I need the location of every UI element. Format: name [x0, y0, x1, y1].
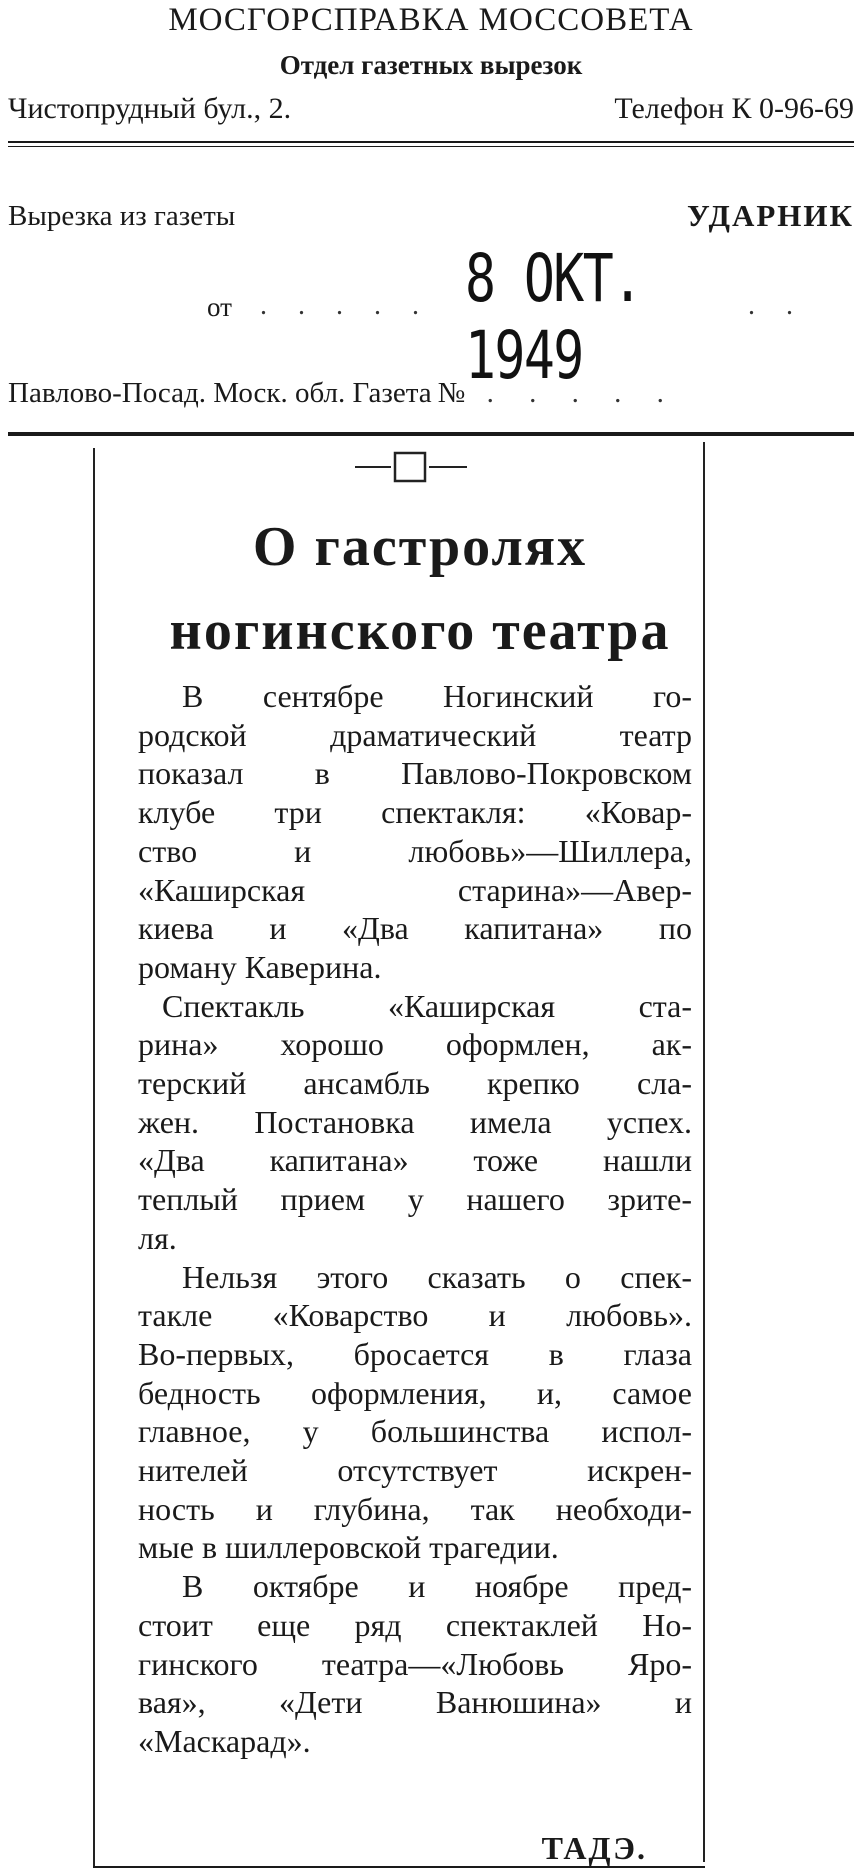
article-line: ля.	[138, 1219, 177, 1256]
section-ornament	[355, 449, 467, 485]
header-organization: МОСГОРСПРАВКА МОССОВЕТА	[168, 2, 694, 38]
newspaper-name: УДАРНИК	[687, 198, 854, 233]
clipping-label: Вырезка из газеты	[8, 200, 236, 232]
article-line: главное, у большинства испол-	[138, 1413, 692, 1450]
place-row	[8, 377, 678, 410]
header-rule	[8, 141, 854, 143]
article-line: мые в шиллеровской трагедии.	[138, 1529, 559, 1566]
article-line: «Каширская старина»—Авер-	[138, 871, 692, 908]
dotted-fill: . .	[748, 290, 805, 321]
article-line: «Маскарад».	[138, 1722, 311, 1759]
article-title-line: О гастролях	[252, 516, 588, 578]
place-rule	[8, 432, 854, 436]
article-line: гинского театра—«Любовь Яро-	[138, 1645, 692, 1682]
article-line: родской драматический театр	[138, 716, 692, 753]
article-title	[110, 505, 730, 673]
number-label: №	[437, 377, 466, 409]
article-line: терский ансамбль крепко сла-	[138, 1065, 692, 1101]
article-line: такле «Коварство и любовь».	[138, 1297, 692, 1334]
header-rule-thin	[8, 146, 854, 147]
address-row	[8, 92, 854, 126]
article-title-line: ногинского театра	[169, 600, 671, 662]
article-line: рина» хорошо оформлен, ак-	[138, 1026, 692, 1063]
article-line: нителей отсутствует искрен-	[138, 1452, 692, 1488]
article-line: Спектакль «Каширская ста-	[162, 987, 692, 1024]
dotted-fill: . . . . .	[465, 377, 678, 409]
article-line: бедность оформления, и, самое	[138, 1374, 692, 1411]
article-line: клубе три спектакля: «Ковар-	[138, 794, 692, 831]
article-line: показал в Павлово-Покровском	[138, 755, 692, 792]
article-line: ство и любовь»—Шиллера,	[138, 832, 692, 869]
article-line: стоит еще ряд спектаклей Но-	[138, 1606, 692, 1643]
article-line: ность и глубина, так необходи-	[138, 1490, 692, 1527]
article-line: Нельзя этого сказать о спек-	[182, 1258, 692, 1295]
article-line: В сентябре Ногинский го-	[182, 678, 692, 714]
place-text: Павлово-Посад. Моск. обл. Газета	[8, 377, 432, 409]
article-line: Во-первых, бросается в глаза	[138, 1335, 692, 1372]
date-from-label: от	[207, 292, 232, 322]
article-line: «Два капитана» тоже нашли	[138, 1142, 692, 1179]
article-line: киева и «Два капитана» по	[138, 910, 692, 947]
article-line: теплый прием у нашего зрите-	[138, 1181, 692, 1218]
dotted-fill: . . . . .	[260, 290, 431, 321]
article-signature: ТАДЭ.	[541, 1830, 647, 1866]
address-text: Чистопрудный бул., 2.	[8, 92, 292, 125]
date-stamp: 8 ОКТ. 1949	[465, 240, 642, 394]
clipping-left-border	[93, 448, 95, 1868]
phone-text: Телефон К 0-96-69	[614, 92, 854, 125]
header-department: Отдел газетных вырезок	[279, 50, 583, 80]
article-line: В октябре и ноябре пред-	[182, 1568, 692, 1605]
article-line: жен. Постановка имела успех.	[138, 1103, 692, 1140]
article-line: вая», «Дети Ванюшина» и	[138, 1684, 692, 1721]
article-line: роману Каверина.	[138, 948, 382, 985]
